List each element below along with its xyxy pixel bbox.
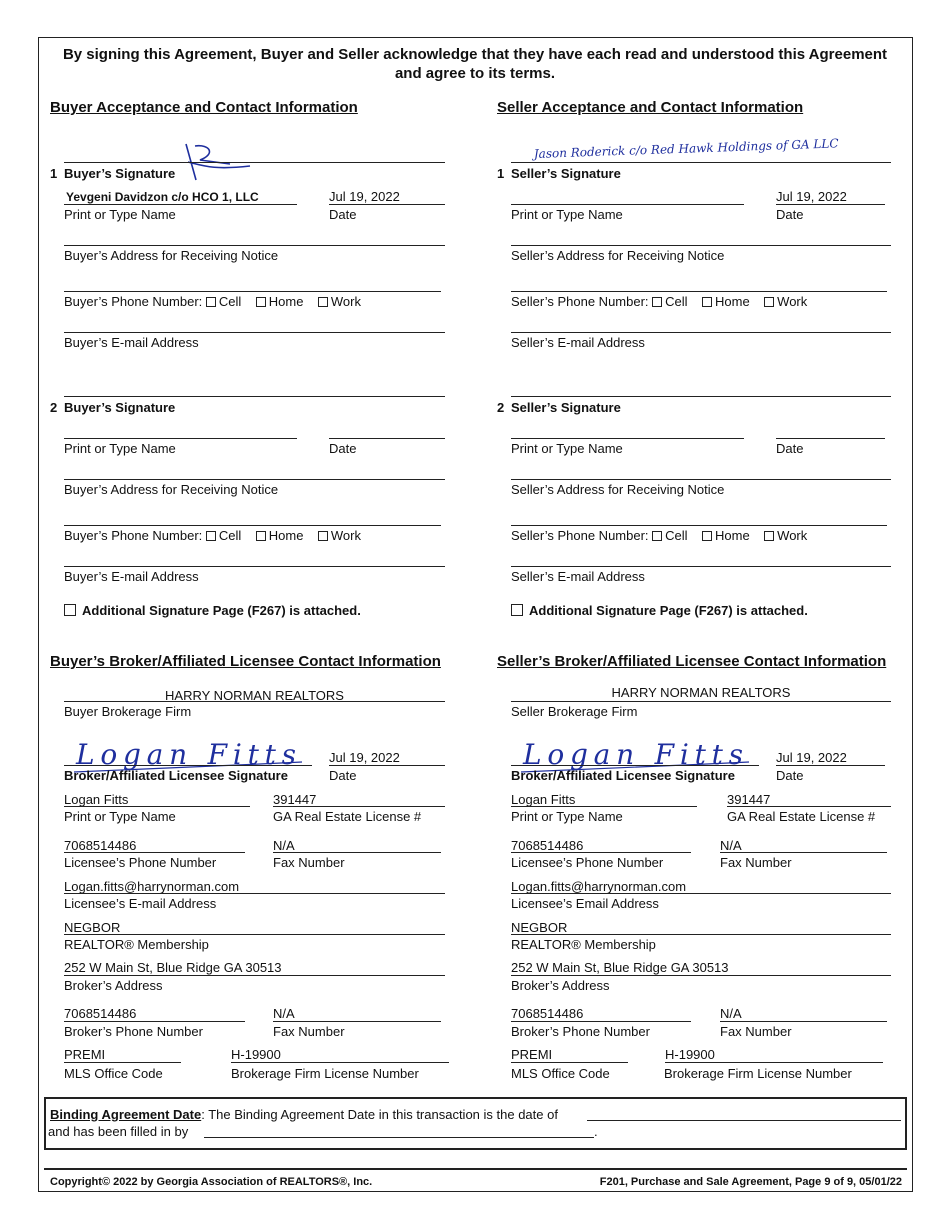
- buyer2-number: 2: [50, 400, 58, 415]
- seller-broker-license-value: 391447: [727, 792, 771, 807]
- seller2-phone-line[interactable]: [511, 525, 887, 526]
- seller1-number: 1: [497, 166, 505, 181]
- seller1-work-checkbox[interactable]: Work: [764, 294, 807, 309]
- binding-agreement-date-line[interactable]: [587, 1120, 901, 1121]
- seller2-date-line[interactable]: [776, 438, 885, 439]
- buyer2-phone-line[interactable]: [64, 525, 441, 526]
- buyer-licensee-fax-label: Fax Number: [273, 855, 345, 870]
- seller-broker-firm-line[interactable]: [511, 701, 891, 702]
- buyer-licensee-phone-label: Licensee’s Phone Number: [64, 855, 217, 870]
- buyer2-signature-label: Buyer’s Signature: [64, 400, 176, 415]
- buyer-broker-date-label: Date: [329, 768, 357, 783]
- buyer-broker-license-line[interactable]: [273, 806, 445, 807]
- buyer-broker-signature-text: Logan Fitts: [76, 738, 296, 771]
- buyer-broker-name-label: Print or Type Name: [64, 809, 176, 824]
- seller-acceptance-heading: Seller Acceptance and Contact Information: [497, 99, 804, 116]
- seller1-phone-label: [511, 294, 807, 309]
- seller-broker-sign-line[interactable]: [511, 765, 759, 766]
- buyer1-signature-line[interactable]: [64, 162, 445, 163]
- buyer1-signature-label: Buyer’s Signature: [64, 166, 176, 181]
- seller-licensee-email-line[interactable]: [511, 893, 891, 894]
- seller-broker-license-line[interactable]: [727, 806, 891, 807]
- seller2-name-label: Print or Type Name: [511, 441, 623, 456]
- buyer-mls-line[interactable]: [64, 1062, 181, 1063]
- buyer1-name-label: Print or Type Name: [64, 207, 176, 222]
- buyer1-cell-checkbox[interactable]: Cell: [206, 294, 241, 309]
- buyer2-email-line[interactable]: [64, 566, 445, 567]
- seller1-date-label: Date: [776, 207, 804, 222]
- seller2-address-line[interactable]: [511, 479, 891, 480]
- buyer-broker-address-value: 252 W Main St, Blue Ridge GA 30513: [64, 960, 282, 975]
- buyer2-name-line[interactable]: [64, 438, 297, 439]
- seller2-signature-label: Seller’s Signature: [511, 400, 621, 415]
- buyer-mls-value: PREMI: [64, 1047, 106, 1062]
- seller-broker-phone-label: Broker’s Phone Number: [511, 1024, 650, 1039]
- seller2-work-checkbox[interactable]: Work: [764, 528, 807, 543]
- buyer-licensee-email-label: Licensee’s E-mail Address: [64, 896, 217, 911]
- buyer-licensee-email-line[interactable]: [64, 893, 445, 894]
- seller1-signature-line[interactable]: [511, 162, 891, 163]
- seller-broker-sign-date-value: Jul 19, 2022: [776, 750, 847, 765]
- seller-broker-name-value: Logan Fitts: [511, 792, 576, 807]
- seller-membership-label: REALTOR® Membership: [511, 937, 656, 952]
- buyer1-email-line[interactable]: [64, 332, 445, 333]
- seller-broker-address-line[interactable]: [511, 975, 891, 976]
- buyer2-name-label: Print or Type Name: [64, 441, 176, 456]
- buyer-broker-license-label: GA Real Estate License #: [273, 809, 422, 824]
- seller-mls-label: MLS Office Code: [511, 1066, 610, 1081]
- buyer-firm-license-line[interactable]: [231, 1062, 449, 1063]
- seller-mls-value: PREMI: [511, 1047, 553, 1062]
- seller1-address-label: Seller’s Address for Receiving Notice: [511, 248, 725, 263]
- binding-agreement-text2: and has been filled in by: [48, 1124, 189, 1139]
- buyer2-email-label: Buyer’s E-mail Address: [64, 569, 199, 584]
- buyer-broker-name-line[interactable]: [64, 806, 250, 807]
- seller1-date-line[interactable]: [776, 204, 885, 205]
- buyer-broker-firm-value: HARRY NORMAN REALTORS: [165, 688, 344, 703]
- buyer-membership-line[interactable]: [64, 934, 445, 935]
- buyer-broker-sign-date-value: Jul 19, 2022: [329, 750, 400, 765]
- seller-broker-fax-line[interactable]: [720, 1021, 887, 1022]
- buyer1-phone-line[interactable]: [64, 291, 441, 292]
- seller1-signature-text: Jason Roderick c/o Red Hawk Holdings of GA LLC: [533, 136, 839, 161]
- seller2-email-label: Seller’s E-mail Address: [511, 569, 645, 584]
- buyer-broker-phone-value: 7068514486: [64, 1006, 137, 1021]
- buyer1-address-label: Buyer’s Address for Receiving Notice: [64, 248, 279, 263]
- buyer-licensee-fax-line[interactable]: [273, 852, 441, 853]
- buyer-broker-name-value: Logan Fitts: [64, 792, 129, 807]
- buyer-acceptance-heading: Buyer Acceptance and Contact Information: [50, 99, 358, 116]
- seller-broker-phone-value: 7068514486: [511, 1006, 584, 1021]
- seller-firm-license-label: Brokerage Firm License Number: [664, 1066, 852, 1081]
- buyer-firm-license-label: Brokerage Firm License Number: [231, 1066, 419, 1081]
- buyer2-cell-checkbox[interactable]: Cell: [206, 528, 241, 543]
- seller-broker-signature-text: Logan Fitts: [523, 738, 743, 771]
- buyer-licensee-phone-value: 7068514486: [64, 838, 137, 853]
- buyer2-phone-text: Buyer’s Phone Number:: [64, 528, 203, 543]
- seller1-date-value: Jul 19, 2022: [776, 189, 847, 204]
- footer-form-id: F201, Purchase and Sale Agreement, Page 9 of 9, 05/01/22: [599, 1176, 902, 1188]
- seller-broker-date-line[interactable]: [776, 765, 885, 766]
- buyer-broker-firm-line[interactable]: [64, 701, 445, 702]
- buyer2-home-checkbox[interactable]: Home: [256, 528, 304, 543]
- buyer1-number: 1: [50, 166, 58, 181]
- buyer-broker-signature-label: Broker/Affiliated Licensee Signature: [64, 768, 288, 783]
- seller1-email-line[interactable]: [511, 332, 891, 333]
- buyer1-work-checkbox[interactable]: Work: [318, 294, 361, 309]
- buyer-additional-sig-checkbox[interactable]: [64, 604, 76, 616]
- buyer-firm-license-value: H-19900: [231, 1047, 281, 1062]
- seller2-number: 2: [497, 400, 505, 415]
- seller-membership-line[interactable]: [511, 934, 891, 935]
- buyer-additional-sig[interactable]: Additional Signature Page (F267) is attached.: [64, 603, 361, 618]
- buyer-broker-fax-value: N/A: [273, 1006, 295, 1021]
- seller-broker-fax-label: Fax Number: [720, 1024, 792, 1039]
- buyer-membership-label: REALTOR® Membership: [64, 937, 209, 952]
- buyer2-signature-line[interactable]: [64, 396, 445, 397]
- buyer1-date-label: Date: [329, 207, 357, 222]
- buyer1-date-value: Jul 19, 2022: [329, 189, 400, 204]
- seller-broker-license-label: GA Real Estate License #: [727, 809, 876, 824]
- seller1-address-line[interactable]: [511, 245, 891, 246]
- buyer-broker-sign-line[interactable]: [64, 765, 312, 766]
- buyer1-phone-text: Buyer’s Phone Number:: [64, 294, 203, 309]
- buyer-broker-date-line[interactable]: [329, 765, 445, 766]
- buyer-broker-address-line[interactable]: [64, 975, 445, 976]
- seller-additional-sig[interactable]: Additional Signature Page (F267) is attached.: [511, 603, 808, 618]
- buyer2-date-label: Date: [329, 441, 357, 456]
- seller2-name-line[interactable]: [511, 438, 744, 439]
- seller-firm-license-value: H-19900: [665, 1047, 715, 1062]
- buyer1-email-label: Buyer’s E-mail Address: [64, 335, 199, 350]
- seller2-phone-text: Seller’s Phone Number:: [511, 528, 649, 543]
- binding-agreement-text1: : The Binding Agreement Date in this transaction is the date of: [201, 1107, 558, 1122]
- buyer-broker-phone-line[interactable]: [64, 1021, 245, 1022]
- seller-firm-license-line[interactable]: [665, 1062, 883, 1063]
- seller-licensee-phone-line[interactable]: [511, 852, 691, 853]
- footer-rule: [44, 1168, 907, 1170]
- seller-broker-firm-value: HARRY NORMAN REALTORS: [611, 685, 791, 700]
- seller-broker-fax-value: N/A: [720, 1006, 742, 1021]
- buyer1-name-value: Yevgeni Davidzon c/o HCO 1, LLC: [66, 190, 259, 204]
- seller-broker-date-label: Date: [776, 768, 804, 783]
- seller-licensee-email-value: Logan.fitts@harrynorman.com: [511, 879, 687, 894]
- seller1-signature-label: Seller’s Signature: [511, 166, 621, 181]
- buyer1-address-line[interactable]: [64, 245, 445, 246]
- buyer1-home-checkbox[interactable]: Home: [256, 294, 304, 309]
- buyer-membership-value: NEGBOR: [64, 920, 121, 935]
- seller1-cell-checkbox[interactable]: Cell: [652, 294, 687, 309]
- buyer-broker-phone-label: Broker’s Phone Number: [64, 1024, 203, 1039]
- buyer1-signature: [180, 140, 255, 182]
- seller1-name-label: Print or Type Name: [511, 207, 623, 222]
- buyer2-phone-label: [64, 528, 361, 543]
- seller1-name-line[interactable]: [511, 204, 744, 205]
- seller-broker-address-value: 252 W Main St, Blue Ridge GA 30513: [511, 960, 729, 975]
- seller-broker-phone-line[interactable]: [511, 1021, 691, 1022]
- seller-broker-signature-label: Broker/Affiliated Licensee Signature: [511, 768, 735, 783]
- seller-membership-value: NEGBOR: [511, 920, 568, 935]
- buyer-broker-fax-label: Fax Number: [273, 1024, 345, 1039]
- buyer2-address-label: Buyer’s Address for Receiving Notice: [64, 482, 279, 497]
- seller-broker-address-label: Broker’s Address: [511, 978, 610, 993]
- seller-licensee-phone-label: Licensee’s Phone Number: [511, 855, 664, 870]
- seller2-date-label: Date: [776, 441, 804, 456]
- seller-licensee-phone-value: 7068514486: [511, 838, 584, 853]
- seller-licensee-fax-value: N/A: [720, 838, 742, 853]
- seller-broker-name-label: Print or Type Name: [511, 809, 623, 824]
- binding-agreement-title: Binding Agreement Date: [50, 1107, 202, 1122]
- buyer-broker-fax-line[interactable]: [273, 1021, 441, 1022]
- buyer2-work-checkbox[interactable]: Work: [318, 528, 361, 543]
- buyer-licensee-phone-line[interactable]: [64, 852, 245, 853]
- buyer-broker-address-label: Broker’s Address: [64, 978, 163, 993]
- seller-licensee-fax-label: Fax Number: [720, 855, 792, 870]
- seller1-phone-line[interactable]: [511, 291, 887, 292]
- buyer-broker-firm-label: Buyer Brokerage Firm: [64, 704, 192, 719]
- seller1-email-label: Seller’s E-mail Address: [511, 335, 645, 350]
- binding-agreement-filledby-line[interactable]: [204, 1137, 594, 1138]
- binding-agreement-period: .: [594, 1124, 598, 1139]
- seller1-signature-image: [530, 136, 839, 168]
- buyer1-name-line[interactable]: [64, 204, 297, 205]
- seller2-email-line[interactable]: [511, 566, 891, 567]
- buyer1-date-line[interactable]: [329, 204, 445, 205]
- seller-broker-firm-label: Seller Brokerage Firm: [511, 704, 638, 719]
- seller2-address-label: Seller’s Address for Receiving Notice: [511, 482, 725, 497]
- buyer-licensee-email-value: Logan.fitts@harrynorman.com: [64, 879, 240, 894]
- seller-licensee-fax-line[interactable]: [720, 852, 887, 853]
- seller-broker-name-line[interactable]: [511, 806, 697, 807]
- buyer1-phone-label: [64, 294, 361, 309]
- seller-licensee-email-label: Licensee’s Email Address: [511, 896, 659, 911]
- footer-copyright: Copyright© 2022 by Georgia Association of REALTORS®, Inc.: [50, 1176, 373, 1188]
- buyer2-date-line[interactable]: [329, 438, 445, 439]
- buyer-mls-label: MLS Office Code: [64, 1066, 163, 1081]
- seller-broker-heading: Seller’s Broker/Affiliated Licensee Contact Information: [497, 653, 887, 670]
- buyer-broker-license-value: 391447: [273, 792, 317, 807]
- buyer2-address-line[interactable]: [64, 479, 445, 480]
- seller1-home-checkbox[interactable]: Home: [702, 294, 750, 309]
- seller-mls-line[interactable]: [511, 1062, 628, 1063]
- seller2-phone-label: [511, 528, 807, 543]
- binding-agreement-line1: [50, 1107, 558, 1122]
- seller2-signature-line[interactable]: [511, 396, 891, 397]
- seller-additional-sig-checkbox[interactable]: [511, 604, 523, 616]
- buyer-broker-heading: Buyer’s Broker/Affiliated Licensee Contact Information: [50, 653, 441, 670]
- buyer-licensee-fax-value: N/A: [273, 838, 295, 853]
- seller2-cell-checkbox[interactable]: Cell: [652, 528, 687, 543]
- intro-statement: By signing this Agreement, Buyer and Seller acknowledge that they have each read and understood this Agreement and agree to its terms.: [62, 46, 888, 82]
- seller1-phone-text: Seller’s Phone Number:: [511, 294, 649, 309]
- seller2-home-checkbox[interactable]: Home: [702, 528, 750, 543]
